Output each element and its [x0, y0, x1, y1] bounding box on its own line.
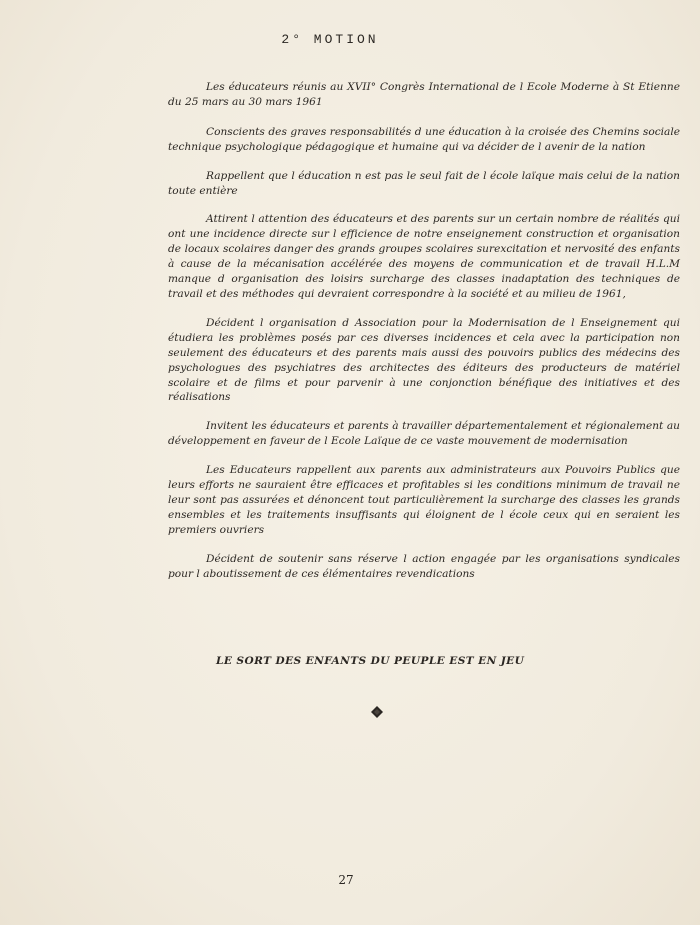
paragraph-conscients: Conscients des graves responsabilités d une éducation à la croisée des Chemins sociale technique psychologique pédagogique et humaine qui va décider de l avenir de la nation — [168, 125, 680, 153]
paragraph-decident-association: Décident l organisation d Association pour la Modernisation de l Enseignement qui étudiera les problèmes posés par ces diverses incidences et cela avec la participation non seulement des éducateurs et des parents mais aussi des pouvoirs publics des médecins des psychologues des psychiatres des architectes des éditeurs des producteurs de matériel scolaire et de films et pour parvenir à une conjonction bénéfique des initiatives et des réalisations — [168, 316, 680, 404]
paragraph-invitent: Invitent les éducateurs et parents à travailler départementalement et régionalement au développement en faveur de l Ecole Laïque de ce vaste mouvement de modernisation — [168, 420, 680, 448]
paragraph-rappellent: Rappellent que l éducation n est pas le seul fait de l école laïque mais celui de la nation toute entière — [168, 169, 680, 197]
paragraph-decident-soutenir: Décident de soutenir sans réserve l action engagée par les organisations syndicales pour l aboutissement de ces élémentaires revendications — [168, 552, 680, 580]
diamond-ornament-icon — [370, 705, 384, 719]
closing-slogan: LE SORT DES ENFANTS DU PEUPLE EST EN JEU — [216, 655, 525, 667]
paragraph-congress: Les éducateurs réunis au XVII° Congrès International de l Ecole Moderne à St Etienne du 25 mars au 30 mars 1961 — [168, 81, 680, 108]
motion-body — [168, 80, 680, 595]
page-number: 27 — [338, 873, 354, 887]
motion-heading: 2° MOTION — [281, 32, 379, 47]
paragraph-educateurs-rappellent: Les Educateurs rappellent aux parents aux administrateurs aux Pouvoirs Publics que leurs efforts ne sauraient être efficaces et profitables si les conditions minimum de travail ne leur sont pas assurées et dénoncent tout particulièrement la surcharge des classes les grands ensembles et les traitements insuffisants qui éloignent de l école ceux qui en seraient les premiers ouvriers — [168, 464, 680, 536]
paragraph-attirent: Attirent l attention des éducateurs et des parents sur un certain nombre de réalités qui ont une incidence directe sur l efficience de notre enseignement construction et organisation de locaux scolaires danger des grands groupes scolaires surexcitation et nervosité des enfants à cause de la mécanisation accélérée des moyens de communication et de travail H.L.M manque d organisation des loisirs surcharge des classes inadaptation des techniques de travail et des méthodes qui devraient correspondre à la société et au milieu de 1961, — [168, 213, 680, 300]
